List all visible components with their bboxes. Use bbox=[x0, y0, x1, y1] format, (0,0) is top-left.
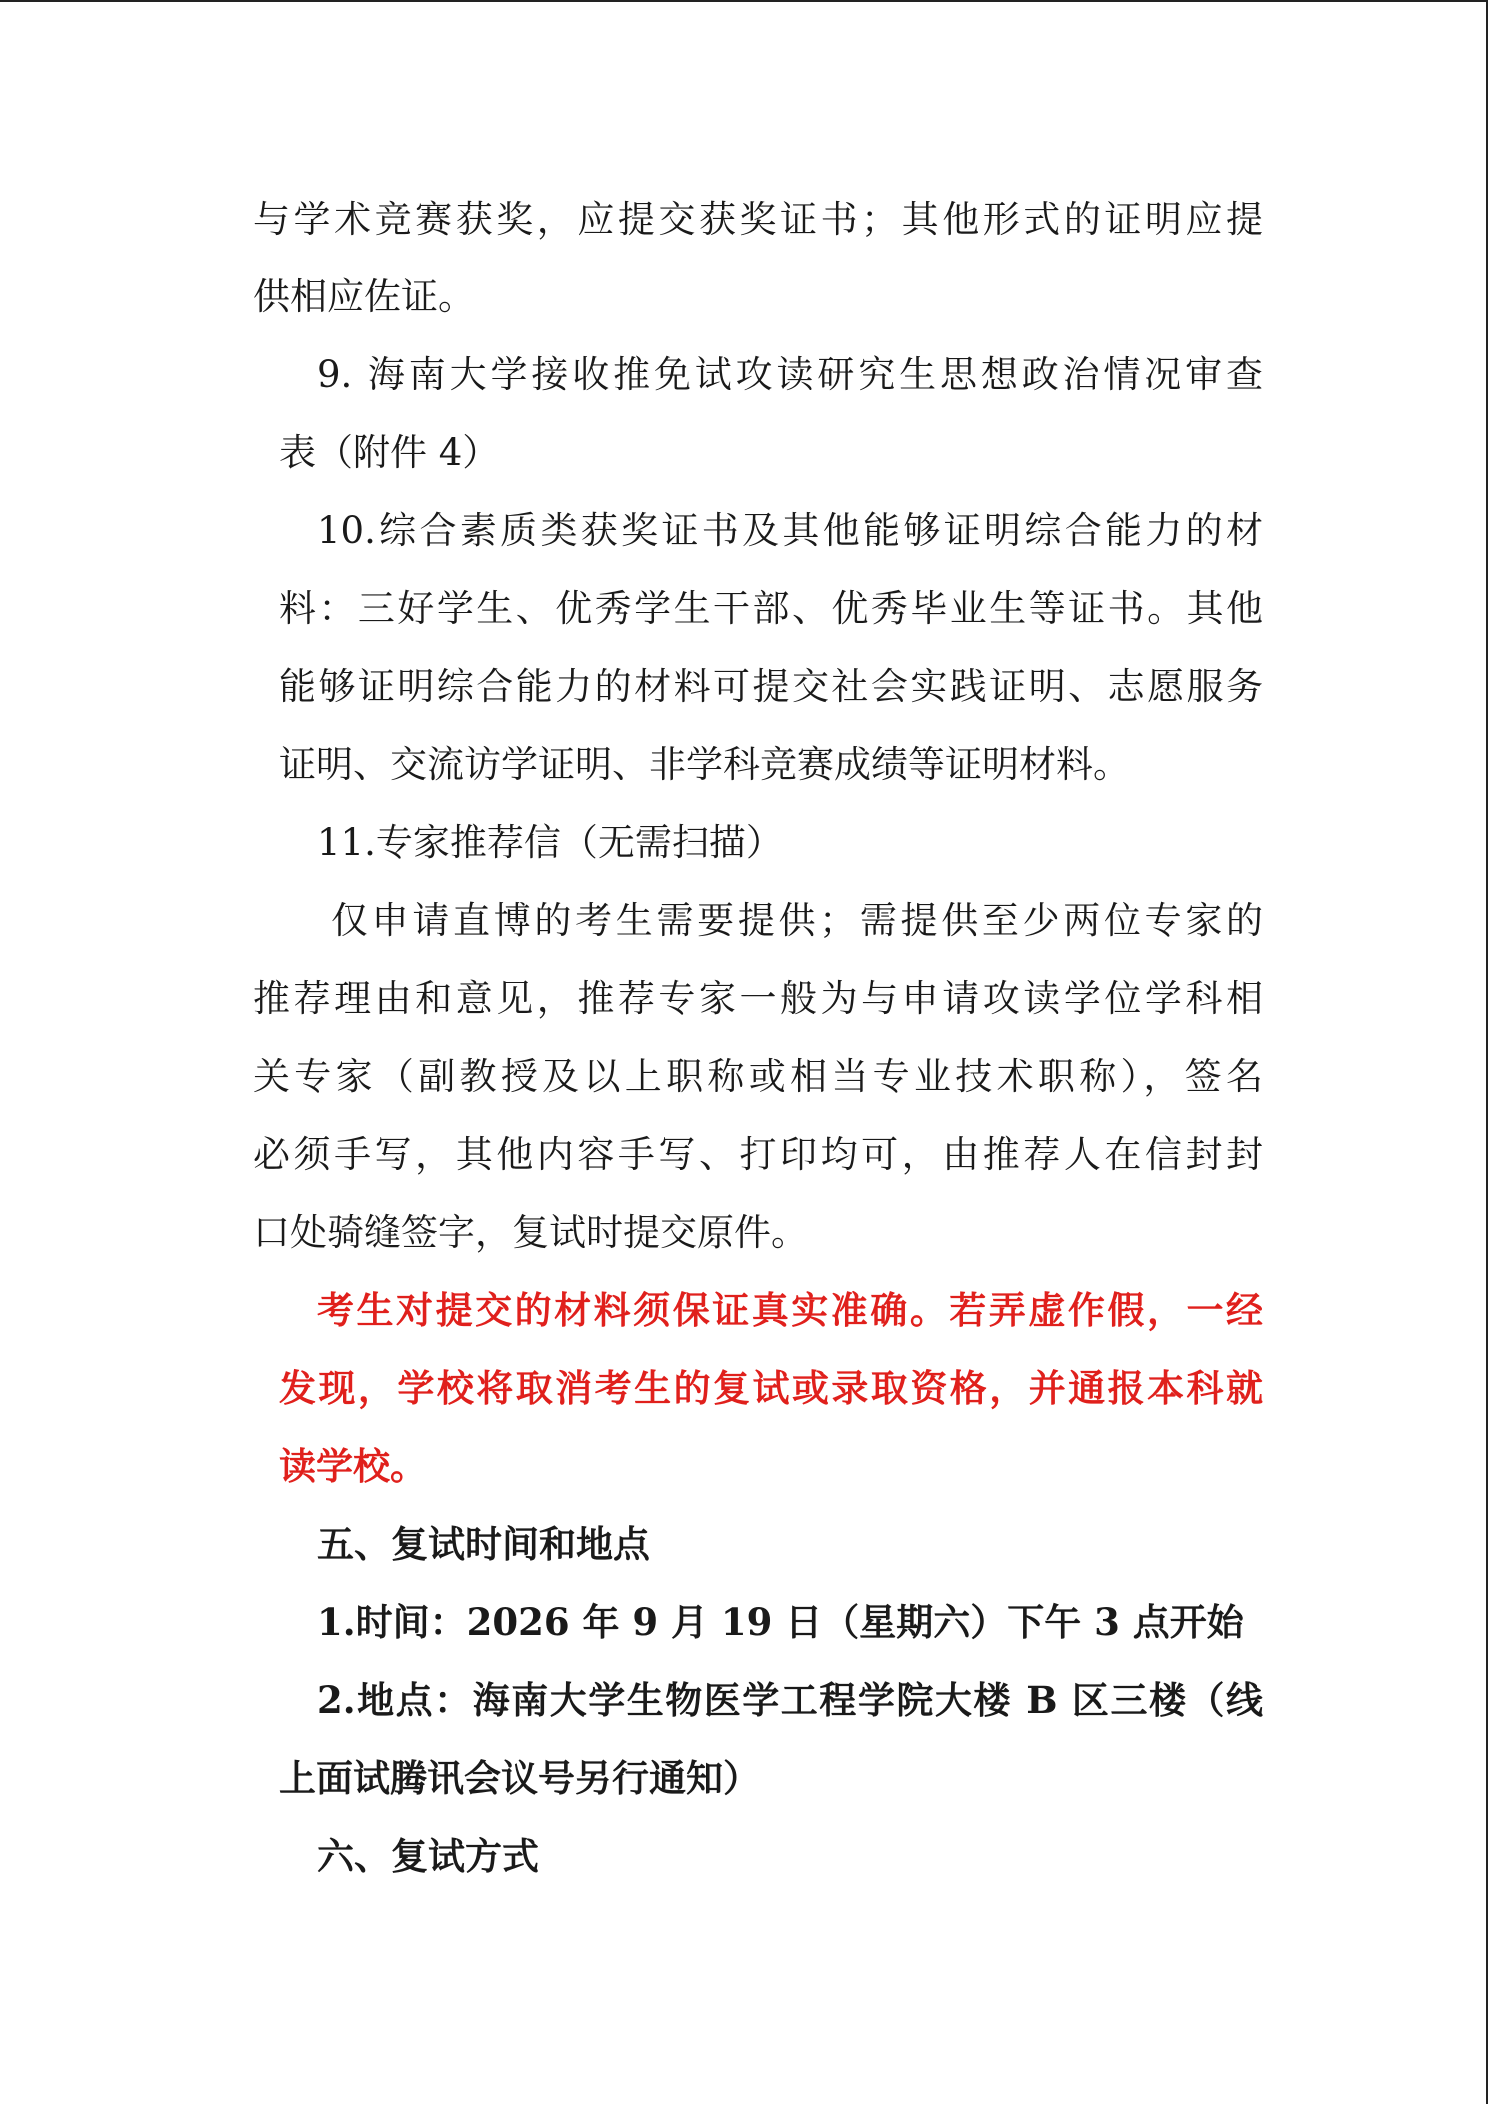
exam-time: 1.时间：2026 年 9 月 19 日（星期六）下午 3 点开始 bbox=[317, 1600, 1244, 1644]
list-item-10-cont: 料：三好学生、优秀学生干部、优秀毕业生等证书。其他 bbox=[279, 587, 1263, 630]
section-heading: 五、复试时间和地点 bbox=[317, 1522, 650, 1566]
paragraph-line: 必须手写，其他内容手写、打印均可，由推荐人在信封封 bbox=[253, 1133, 1263, 1176]
paragraph-line: 口处骑缝签字，复试时提交原件。 bbox=[253, 1211, 808, 1254]
warning-text: 发现，学校将取消考生的复试或录取资格，并通报本科就 bbox=[279, 1366, 1263, 1410]
list-item-10-cont: 证明、交流访学证明、非学科竞赛成绩等证明材料。 bbox=[279, 743, 1130, 786]
page-top-border bbox=[0, 0, 1488, 2]
exam-place-cont: 上面试腾讯会议号另行通知） bbox=[279, 1756, 760, 1800]
paragraph-line: 关专家（副教授及以上职称或相当专业技术职称），签名 bbox=[253, 1055, 1263, 1098]
list-item-11: 11.专家推荐信（无需扫描） bbox=[317, 821, 783, 864]
list-item-10-cont: 能够证明综合能力的材料可提交社会实践证明、志愿服务 bbox=[279, 665, 1263, 708]
paragraph-line: 仅申请直博的考生需要提供；需提供至少两位专家的 bbox=[331, 899, 1263, 942]
list-item-9: 9. 海南大学接收推免试攻读研究生思想政治情况审查 bbox=[317, 353, 1263, 396]
paragraph-line: 供相应佐证。 bbox=[253, 275, 475, 318]
section-heading: 六、复试方式 bbox=[317, 1834, 539, 1878]
paragraph-line: 推荐理由和意见，推荐专家一般为与申请攻读学位学科相 bbox=[253, 977, 1263, 1020]
warning-text: 考生对提交的材料须保证真实准确。若弄虚作假，一经 bbox=[317, 1288, 1263, 1332]
paragraph-line: 与学术竞赛获奖，应提交获奖证书；其他形式的证明应提 bbox=[253, 198, 1263, 241]
warning-text: 读学校。 bbox=[279, 1444, 427, 1488]
exam-place: 2.地点：海南大学生物医学工程学院大楼 B 区三楼（线 bbox=[317, 1678, 1263, 1722]
list-item-10: 10.综合素质类获奖证书及其他能够证明综合能力的材 bbox=[317, 509, 1263, 552]
list-item-9-cont: 表（附件 4） bbox=[279, 431, 500, 474]
